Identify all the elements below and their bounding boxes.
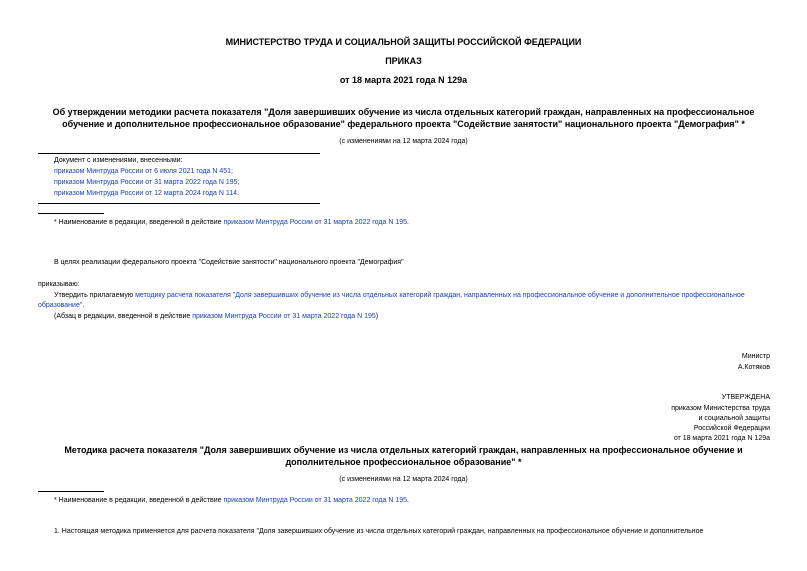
methodology-amendment-date: (с изменениями на 12 марта 2024 года)	[339, 476, 468, 483]
approval-line-4: от 18 марта 2021 года N 129а	[673, 435, 770, 442]
methodology-link-cont[interactable]: образование"	[38, 302, 83, 309]
approve-prefix: Утвердить прилагаемую	[54, 292, 136, 299]
paragraph-note-suffix: )	[375, 313, 379, 320]
signature-position: Министр	[741, 353, 770, 360]
changes-top-rule	[38, 153, 320, 154]
signature-name: А.Котяков	[737, 364, 770, 371]
approve-line-2	[38, 301, 84, 311]
footnote-rule-1	[38, 213, 104, 214]
footnote-1-link[interactable]: приказом Минтруда России от 31 марта 2022 года N 195	[223, 219, 408, 226]
amendment-date: (с изменениями на 12 марта 2024 года)	[339, 138, 468, 145]
methodology-title-line-2: дополнительное профессиональное образование" *	[285, 457, 522, 467]
paragraph-note-link[interactable]: приказом Минтруда России от 31 марта 2022 года N 195	[192, 313, 376, 320]
approve-suffix: .	[82, 302, 85, 309]
change-link-3[interactable]: приказом Минтруда России от 12 марта 2024 года N 114.	[54, 190, 239, 197]
document-type: ПРИКАЗ	[385, 56, 422, 66]
changes-bottom-rule	[38, 203, 320, 204]
order-word: приказываю:	[38, 281, 80, 288]
footnote-1	[54, 218, 409, 228]
footnote-rule-2	[38, 491, 104, 492]
document-date: от 18 марта 2021 года N 129а	[339, 75, 468, 85]
ministry-heading: МИНИСТЕРСТВО ТРУДА И СОЦИАЛЬНОЙ ЗАЩИТЫ РОССИЙСКОЙ ФЕДЕРАЦИИ	[225, 37, 582, 47]
approval-line-3: Российской Федерации	[693, 425, 770, 432]
approve-line-1	[54, 291, 774, 301]
methodology-link[interactable]: методику расчета показателя "Доля завершивших обучение из числа отдельных категорий граждан, направленных на профессиональное обучение и дополнительное профессиональное	[135, 292, 745, 299]
change-link-2[interactable]: приказом Минтруда России от 31 марта 2022 года N 195;	[54, 179, 240, 186]
clause-1: 1. Настоящая методика применяется для расчета показателя "Доля завершивших обучение из числа отдельных категорий граждан, направленных на профессиональное обучение и дополнительное	[54, 528, 704, 535]
footnote-1-prefix: * Наименование в редакции, введенной в действие	[54, 219, 224, 226]
footnote-2-suffix: .	[407, 497, 409, 504]
footnote-1-suffix: .	[407, 219, 409, 226]
change-link-1[interactable]: приказом Минтруда России от 6 июля 2021 года N 451;	[54, 168, 233, 175]
paragraph-note-prefix: (Абзац в редакции, введенной в действие	[54, 313, 193, 320]
purpose-text: В целях реализации федерального проекта "Содействие занятости" национального проекта "Демография"	[54, 259, 404, 266]
methodology-title-line-1: Методика расчета показателя "Доля завершивших обучение из числа отдельных категорий граждан, направленных на профессиональное обучение и	[64, 445, 743, 455]
footnote-2	[54, 496, 409, 506]
footnote-2-link[interactable]: приказом Минтруда России от 31 марта 2022 года N 195	[223, 497, 408, 504]
approval-line-1: приказом Министерства труда	[671, 405, 770, 412]
document-title-line-2: обучение и дополнительное профессиональное образование" федерального проекта "Содействие занятости" национального проекта "Демография" *	[62, 119, 745, 129]
footnote-2-prefix: * Наименование в редакции, введенной в действие	[54, 497, 224, 504]
approval-line-2: и социальной защиты	[698, 415, 770, 422]
document-title-line-1: Об утверждении методики расчета показателя "Доля завершивших обучение из числа отдельных категорий граждан, направленных на профессиональное	[52, 107, 755, 117]
changes-heading: Документ с изменениями, внесенными:	[54, 157, 183, 164]
approval-word: УТВЕРЖДЕНА	[721, 394, 770, 401]
paragraph-note	[54, 312, 378, 322]
